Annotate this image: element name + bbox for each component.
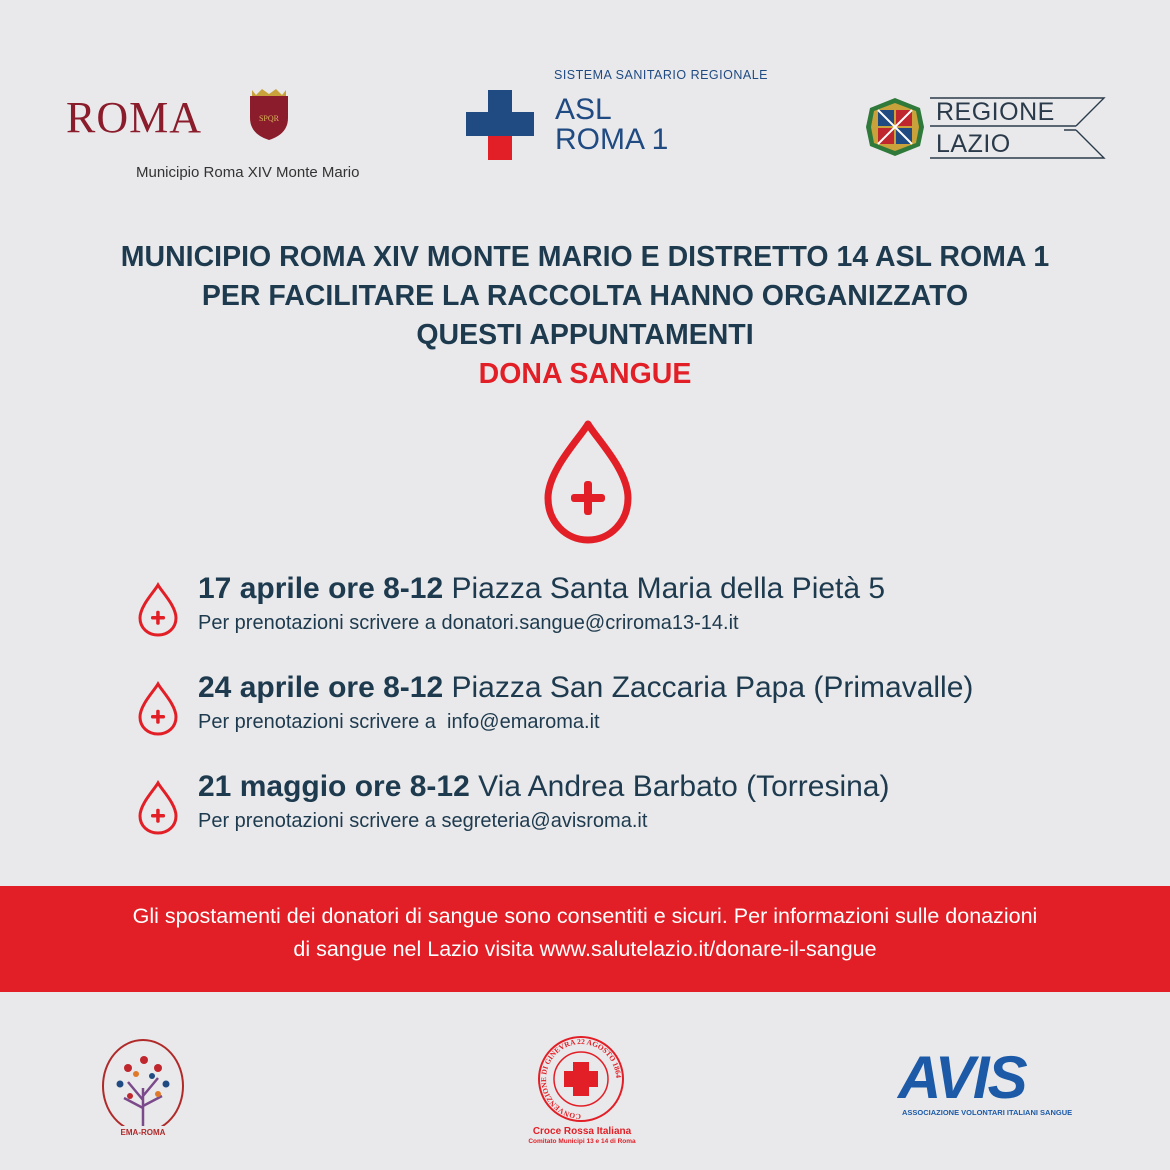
roma-logo-wordmark: ROMA	[66, 93, 203, 142]
heading-line-3: QUESTI APPUNTAMENTI	[416, 319, 754, 351]
blood-drop-plus-icon	[540, 418, 636, 546]
booking-email[interactable]: donatori.sangue@criroma13-14.it	[441, 612, 739, 634]
event-place: Piazza Santa Maria della Pietà 5	[451, 572, 886, 605]
booking-prefix: Per prenotazioni scrivere a	[198, 612, 436, 634]
ema-roma-logo	[100, 1038, 186, 1140]
svg-text:SPQR: SPQR	[258, 114, 280, 123]
event-title	[198, 572, 885, 606]
event-date: 21 maggio ore 8-12	[198, 770, 470, 803]
avis-logo-wordmark: AVIS	[898, 1044, 1026, 1111]
municipio-subtitle: Municipio Roma XIV Monte Mario	[136, 164, 360, 181]
main-heading	[0, 238, 1170, 394]
event-item	[0, 671, 1170, 751]
avis-subtitle: ASSOCIAZIONE VOLONTARI ITALIANI SANGUE	[902, 1108, 1073, 1117]
blood-drop-icon	[136, 582, 180, 638]
cri-label: Croce Rossa Italiana	[532, 1126, 632, 1137]
event-booking	[198, 711, 600, 734]
heading-line-2: PER FACILITARE LA RACCOLTA HANNO ORGANIZZATO	[201, 280, 969, 312]
event-title	[198, 671, 973, 705]
event-date: 17 aprile ore 8-12	[198, 572, 444, 605]
lazio-name-line1: REGIONE	[936, 98, 1055, 126]
asl-system-label: SISTEMA SANITARIO REGIONALE	[554, 68, 769, 82]
cri-subtitle: Comitato Municipi 13 e 14 di Roma	[528, 1138, 636, 1145]
svg-text:CONVENZIONE DI GINEVRA 22 AGOS: CONVENZIONE DI GINEVRA 22 AGOSTO 1864	[539, 1036, 624, 1122]
heading-highlight: DONA SANGUE	[478, 358, 692, 390]
lazio-name-line2: LAZIO	[936, 130, 1011, 158]
event-place: Piazza San Zaccaria Papa (Primavalle)	[451, 671, 974, 704]
svg-text:EMA-ROMA: EMA-ROMA	[120, 1128, 166, 1137]
blood-drop-icon	[136, 780, 180, 836]
banner-line-1: Gli spostamenti dei donatori di sangue sono consentiti e sicuri. Per informazioni sulle donazioni	[132, 904, 1038, 928]
booking-prefix: Per prenotazioni scrivere a	[198, 711, 436, 733]
asl-cross-icon	[466, 90, 534, 160]
roma-shield-icon	[246, 86, 292, 142]
lazio-emblem-icon	[864, 96, 926, 158]
croce-rossa-logo	[536, 1034, 626, 1124]
booking-prefix: Per prenotazioni scrivere a	[198, 810, 436, 832]
booking-email[interactable]: segreteria@avisroma.it	[441, 810, 648, 832]
asl-name-line1: ASL	[555, 93, 612, 126]
event-item	[0, 770, 1170, 850]
banner-line-2[interactable]: di sangue nel Lazio visita www.salutelazio.it/donare-il-sangue	[293, 937, 877, 961]
blood-drop-icon	[136, 681, 180, 737]
asl-name-line2: ROMA 1	[555, 123, 669, 156]
booking-email[interactable]: info@emaroma.it	[447, 711, 600, 733]
event-booking	[198, 810, 647, 833]
event-date: 24 aprile ore 8-12	[198, 671, 444, 704]
event-title	[198, 770, 889, 804]
heading-line-1: MUNICIPIO ROMA XIV MONTE MARIO E DISTRETTO 14 ASL ROMA 1	[120, 241, 1050, 273]
event-item	[0, 572, 1170, 652]
event-place: Via Andrea Barbato (Torresina)	[478, 770, 890, 803]
info-banner	[0, 886, 1170, 992]
event-booking	[198, 612, 739, 635]
